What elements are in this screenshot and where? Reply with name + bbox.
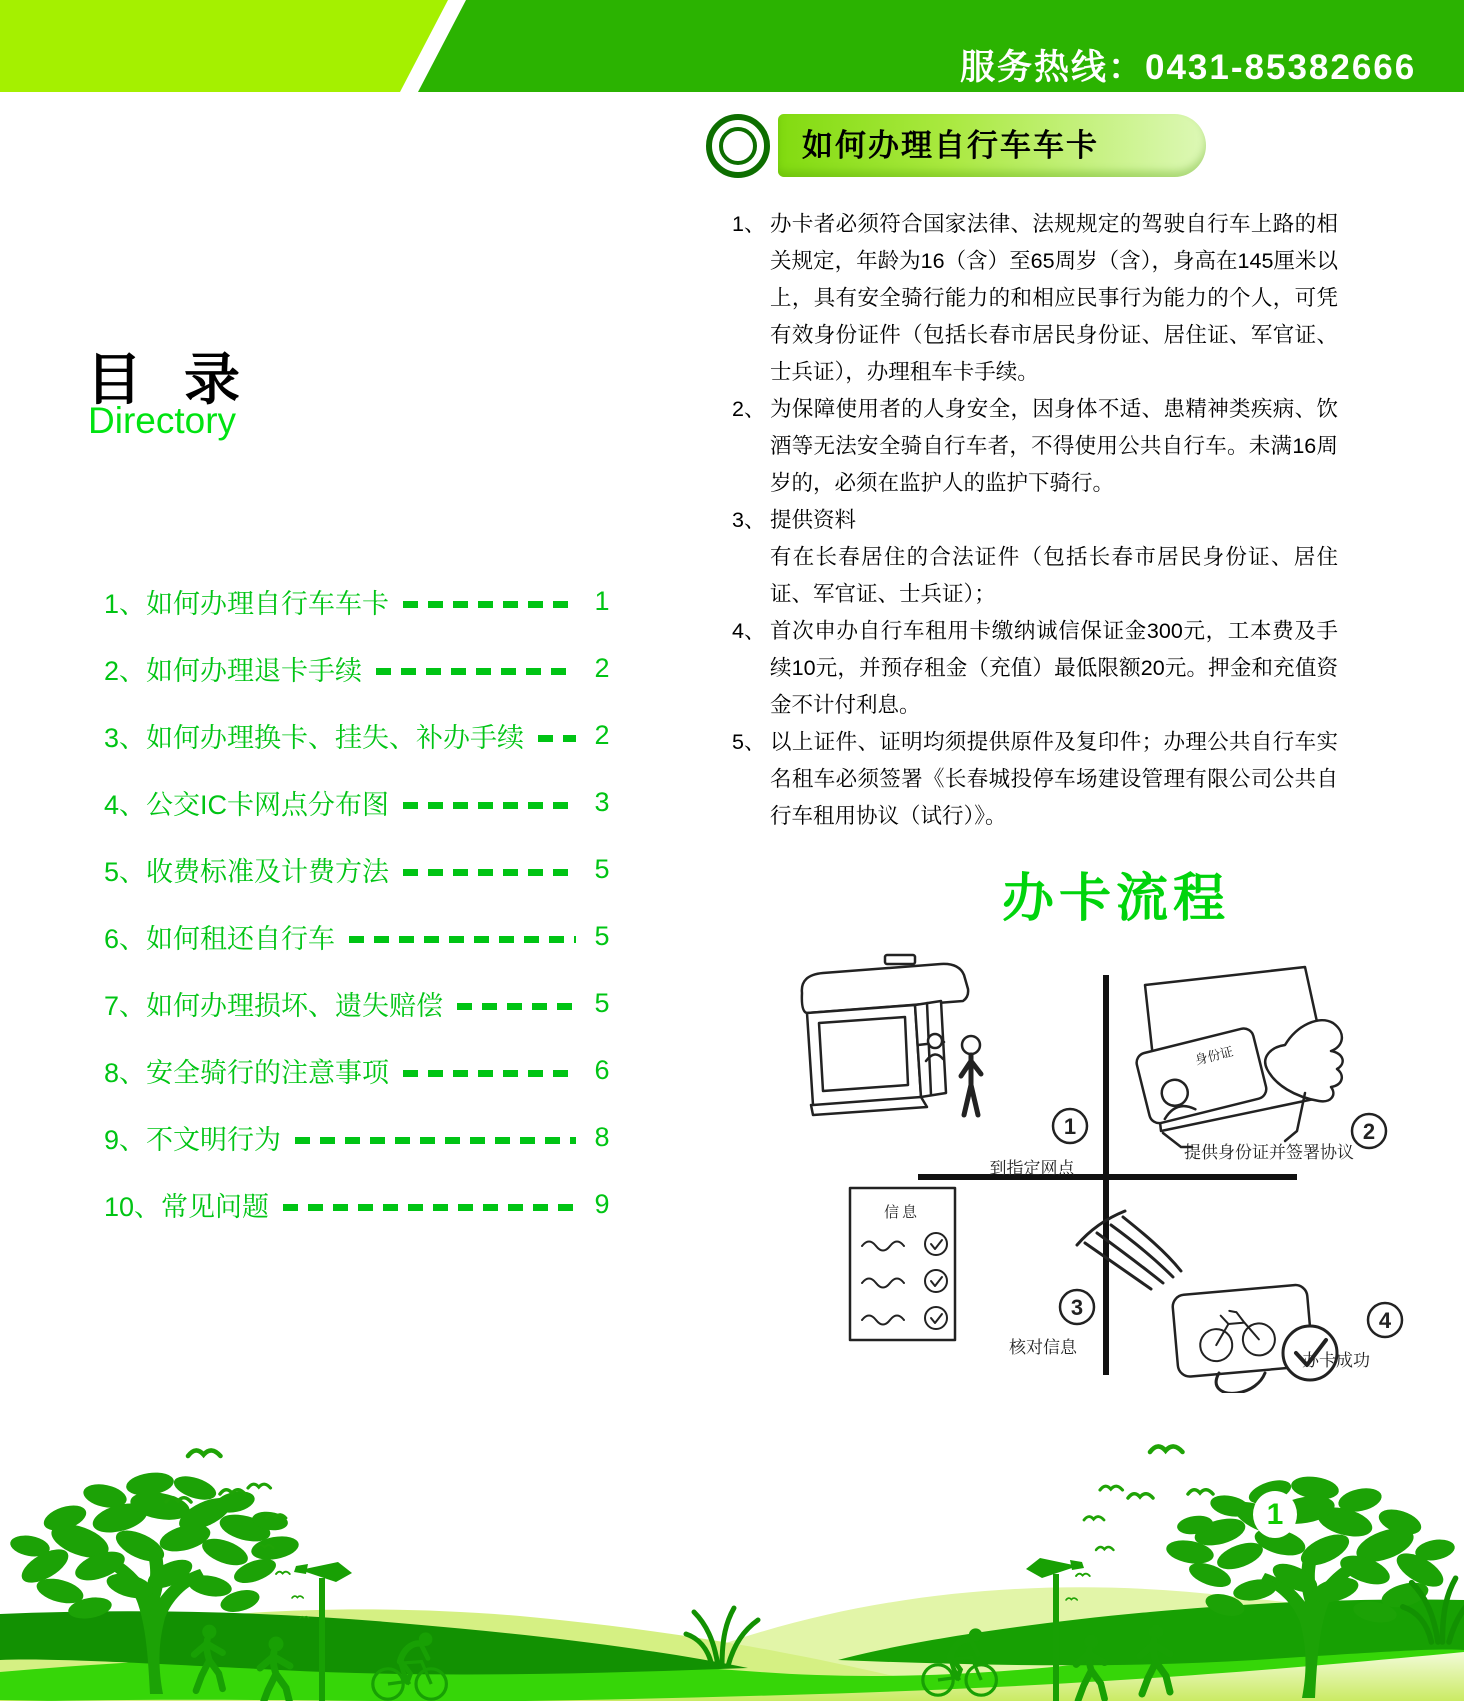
paragraph-text: 提供资料 — [770, 508, 857, 532]
ring-icon — [706, 114, 770, 178]
rule-paragraph — [732, 539, 1338, 613]
directory-title-zh: 目 录 — [86, 350, 254, 412]
directory-title-en: Directory — [88, 400, 237, 441]
toc-item — [104, 836, 618, 903]
rule-paragraph — [732, 724, 1338, 835]
ring-inner-icon — [719, 127, 757, 165]
toc-item — [104, 702, 618, 769]
step4-number: 4 — [1378, 1308, 1392, 1333]
toc-item — [104, 1104, 618, 1171]
toc-leader-dashes — [403, 869, 576, 876]
paragraph-number: 4、 — [732, 619, 766, 643]
toc-item — [104, 1171, 618, 1238]
toc-item — [104, 1037, 618, 1104]
paragraph-number — [732, 539, 770, 613]
toc-page-number: 3 — [594, 787, 610, 817]
toc-page-number: 5 — [594, 921, 610, 951]
toc-page-number: 5 — [594, 988, 610, 1018]
process-title: 办卡流程 — [1002, 871, 1231, 928]
paragraph-text: 办卡者必须符合国家法律、法规规定的驾驶自行车上路的相关规定，年龄为16（含）至65周岁（含），身高在145厘米以上，具有安全骑行能力的和相应民事行为能力的个人，可凭有效身份证件（包括长春市居民身份证、居住证、军官证、士兵证），办理租车卡手续。 — [770, 212, 1338, 384]
page-number-badge: 1 — [1253, 1491, 1297, 1538]
topbar-light-shape — [0, 0, 470, 92]
toc-item — [104, 568, 618, 635]
toc-leader-dashes — [457, 1003, 576, 1010]
toc-item-label: 1、如何办理自行车车卡 — [104, 589, 390, 619]
toc-page-number: 6 — [594, 1055, 610, 1085]
step3-number: 3 — [1070, 1295, 1084, 1320]
id-agreement-illustration — [1135, 967, 1343, 1147]
toc-leader-dashes — [349, 936, 576, 943]
toc-leader-dashes — [403, 601, 576, 608]
service-hotline: 服务热线：0431-85382666 — [960, 48, 1417, 87]
toc-page-number: 9 — [594, 1189, 610, 1219]
toc-item-label: 9、不文明行为 — [104, 1125, 282, 1155]
toc-item — [104, 769, 618, 836]
paragraph-text: 为保障使用者的人身安全，因身体不适、患精神类疾病、饮酒等无法安全骑自行车者，不得使用公共自行车。未满16周岁的，必须在监护人的监护下骑行。 — [770, 397, 1338, 495]
toc-page-number: 5 — [594, 854, 610, 884]
svg-text:身份证: 身份证 — [1193, 1043, 1235, 1068]
step4-label: 办卡成功 — [1302, 1351, 1370, 1370]
toc-item-label: 3、如何办理换卡、挂失、补办手续 — [104, 723, 525, 753]
rule-paragraph — [732, 613, 1338, 724]
toc-item-label: 5、收费标准及计费方法 — [104, 857, 390, 887]
rule-paragraph — [732, 502, 1338, 539]
toc-item — [104, 635, 618, 702]
section-title: 如何办理自行车车卡 — [802, 128, 1099, 163]
divider-horizontal — [918, 1174, 1297, 1180]
kiosk-illustration — [802, 955, 981, 1115]
rule-paragraph — [732, 206, 1338, 391]
toc-leader-dashes — [403, 802, 576, 809]
toc-item-label: 7、如何办理损坏、遗失赔偿 — [104, 991, 444, 1021]
step1-number: 1 — [1063, 1114, 1077, 1139]
footer-landscape — [0, 1256, 1464, 1701]
rule-paragraph — [732, 391, 1338, 502]
toc-item — [104, 903, 618, 970]
step2-number: 2 — [1362, 1119, 1376, 1144]
toc-leader-dashes — [403, 1070, 576, 1077]
toc-item-label: 4、公交IC卡网点分布图 — [104, 790, 390, 820]
toc-item-label: 8、安全骑行的注意事项 — [104, 1058, 390, 1088]
toc-page-number: 2 — [594, 720, 610, 750]
rules-text-block — [732, 206, 1338, 835]
toc-page-number: 8 — [594, 1122, 610, 1152]
table-of-contents — [104, 568, 618, 1238]
step2-label: 提供身份证并签署协议 — [1184, 1143, 1354, 1162]
paragraph-number: 3、 — [732, 508, 766, 532]
step3-label: 核对信息 — [1009, 1338, 1077, 1357]
toc-item-label: 6、如何租还自行车 — [104, 924, 336, 954]
paragraph-text: 以上证件、证明均须提供原件及复印件；办理公共自行车实名租车必须签署《长春城投停车场建设管理有限公司公共自行车租用协议（试行）》。 — [770, 730, 1338, 828]
toc-leader-dashes — [295, 1137, 576, 1144]
paragraph-number: 1、 — [732, 212, 766, 236]
toc-page-number: 1 — [594, 586, 610, 616]
step1-label: 到指定网点 — [989, 1159, 1075, 1178]
paragraph-number: 2、 — [732, 397, 766, 421]
toc-leader-dashes — [538, 735, 576, 742]
paragraph-text: 有在长春居住的合法证件（包括长春市居民身份证、居住证、军官证、士兵证）； — [770, 545, 1338, 606]
toc-page-number: 2 — [594, 653, 610, 683]
toc-item — [104, 970, 618, 1037]
toc-leader-dashes — [376, 668, 576, 675]
toc-item-label: 10、常见问题 — [104, 1192, 270, 1222]
paragraph-text: 首次申办自行车租用卡缴纳诚信保证金300元，工本费及手续10元，并预存租金（充值）最低限额20元。押金和充值资金不计付利息。 — [770, 619, 1338, 717]
info-sheet-title: 信息 — [883, 1204, 921, 1221]
toc-leader-dashes — [283, 1204, 576, 1211]
section-banner — [778, 114, 1206, 177]
paragraph-number: 5、 — [732, 730, 766, 754]
toc-item-label: 2、如何办理退卡手续 — [104, 656, 363, 686]
